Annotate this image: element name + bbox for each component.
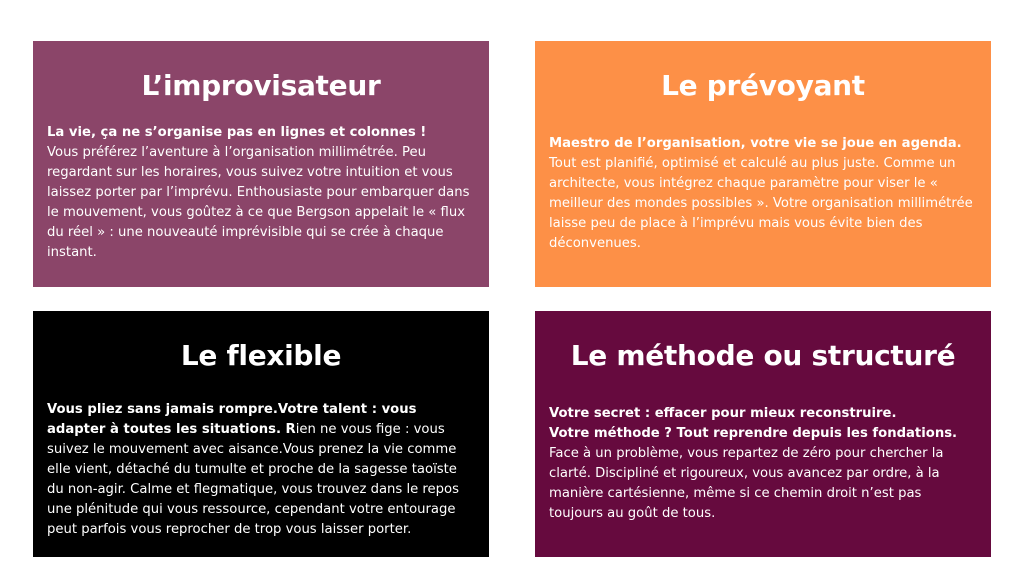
card-improvisateur [33,41,489,287]
card-text: Face à un problème, vous repartez de zéro pour chercher la clarté. Discipliné et rigoureux, vous avancez par ordre, à la manière cartésienne, même si ce chemin droit n’est pas toujours au goût de tous. [549,446,944,521]
card-title: L’improvisateur [141,69,381,102]
card-prevoyant [535,41,991,287]
card-lead-2: Votre méthode ? Tout reprendre depuis les fondations. [549,426,958,441]
card-text: Tout est planifié, optimisé et calculé au plus juste. Comme un architecte, vous intégrez chaque paramètre pour viser le « meilleur des mondes possibles ». Votre organisation millimétrée laisse peu de place à l’imprévu mais vous évite bien des déconvenues. [549,156,973,251]
card-title: Le prévoyant [661,69,865,102]
card-methode-structure [535,311,991,557]
card-text: Vous préférez l’aventure à l’organisation millimétrée. Peu regardant sur les horaires, vous suivez votre intuition et vous laissez porter par l’imprévu. Enthousiaste pour embarquer dans le mouvement, vous goûtez à ce que Bergson appelait le « flux du réel » : une nouveauté imprévisible qui se crée à chaque instant. [47,145,470,260]
card-title: Le flexible [180,339,342,372]
card-body [549,404,977,524]
card-lead: Votre secret : effacer pour mieux reconstruire. [549,406,897,421]
card-title: Le méthode ou structuré [570,339,956,372]
card-lead: La vie, ça ne s’organise pas en lignes et colonnes ! [47,125,427,140]
card-flexible [33,311,489,557]
card-lead: Maestro de l’organisation, votre vie se joue en agenda. [549,136,962,151]
card-text: ien ne vous fige : vous suivez le mouvement avec aisance.Vous prenez la vie comme elle vient, détaché du tumulte et proche de la sagesse taoïste du non-agir. Calme et flegmatique, vous trouvez dans le repos une plénitude qui vous ressource, cependant votre entourage peut parfois vous reprocher de trop vous laisser porter. [47,422,459,537]
card-body [47,400,475,540]
card-lead: Vous pliez sans jamais rompre.Votre talent : vous adapter à toutes les situations. R [47,402,417,437]
card-body [47,123,475,263]
card-body [549,134,977,254]
